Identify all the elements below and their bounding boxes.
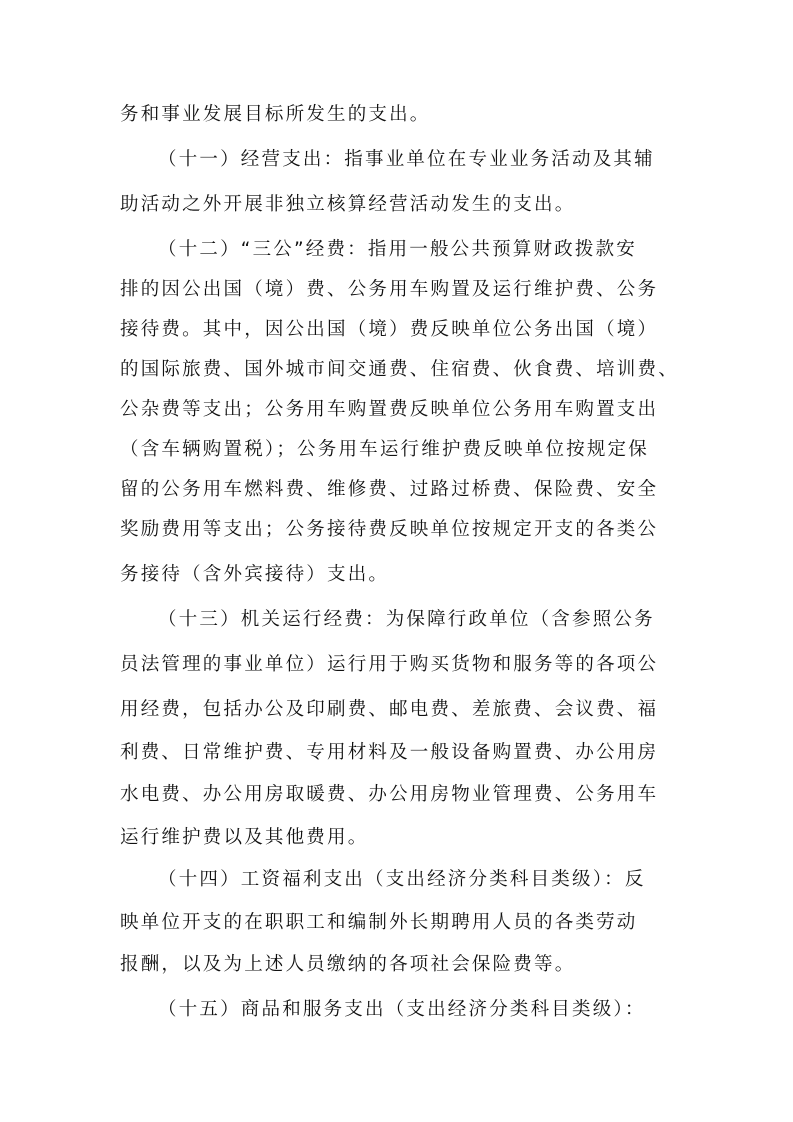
text-line: （十五）商品和服务支出（支出经济分类科目类级）：	[158, 999, 646, 1020]
text-line: （十三）机关运行经费：为保障行政单位（含参照公务	[158, 609, 655, 630]
text-line: （十四）工资福利支出（支出经济分类科目类级）：反	[158, 869, 646, 890]
text-line: 助活动之外开展非独立核算经营活动发生的支出。	[120, 194, 576, 215]
text-line: 的国际旅费、国外城市间交通费、住宿费、伙食费、培训费、	[120, 359, 679, 380]
text-line: 水电费、办公用房取暖费、办公用房物业管理费、公务用车	[120, 784, 659, 805]
text-line: 接待费。其中，因公出国（境）费反映单位公务出国（境）	[120, 319, 659, 340]
text-line: 留的公务用车燃料费、维修费、过路过桥费、保险费、安全	[120, 479, 659, 500]
text-line: 务接待（含外宾接待）支出。	[120, 564, 390, 585]
text-line: 报酬，以及为上述人员缴纳的各项社会保险费等。	[120, 954, 576, 975]
text-line: 利费、日常维护费、专用材料及一般设备购置费、办公用房	[120, 742, 659, 763]
text-line: 运行维护费以及其他费用。	[120, 827, 369, 848]
text-line: （含车辆购置税）；公务用车运行维护费反映单位按规定保	[120, 439, 649, 460]
text-line: （十二）“三公”经费：指用一般公共预算财政拨款安	[158, 239, 637, 260]
text-line: 公杂费等支出；公务用车购置费反映单位公务用车购置支出	[120, 399, 659, 420]
text-line: 映单位开支的在职职工和编制外长期聘用人员的各类劳动	[120, 912, 638, 933]
text-line: 用经费，包括办公及印刷费、邮电费、差旅费、会议费、福	[120, 699, 659, 720]
text-line: （十一）经营支出：指事业单位在专业业务活动及其辅	[158, 149, 655, 170]
text-line: 排的因公出国（境）费、公务用车购置及运行维护费、公务	[120, 279, 659, 300]
text-line: 员法管理的事业单位）运行用于购买货物和服务等的各项公	[120, 654, 659, 675]
text-line: 奖励费用等支出；公务接待费反映单位按规定开支的各类公	[120, 519, 659, 540]
text-line: 务和事业发展目标所发生的支出。	[120, 104, 431, 125]
